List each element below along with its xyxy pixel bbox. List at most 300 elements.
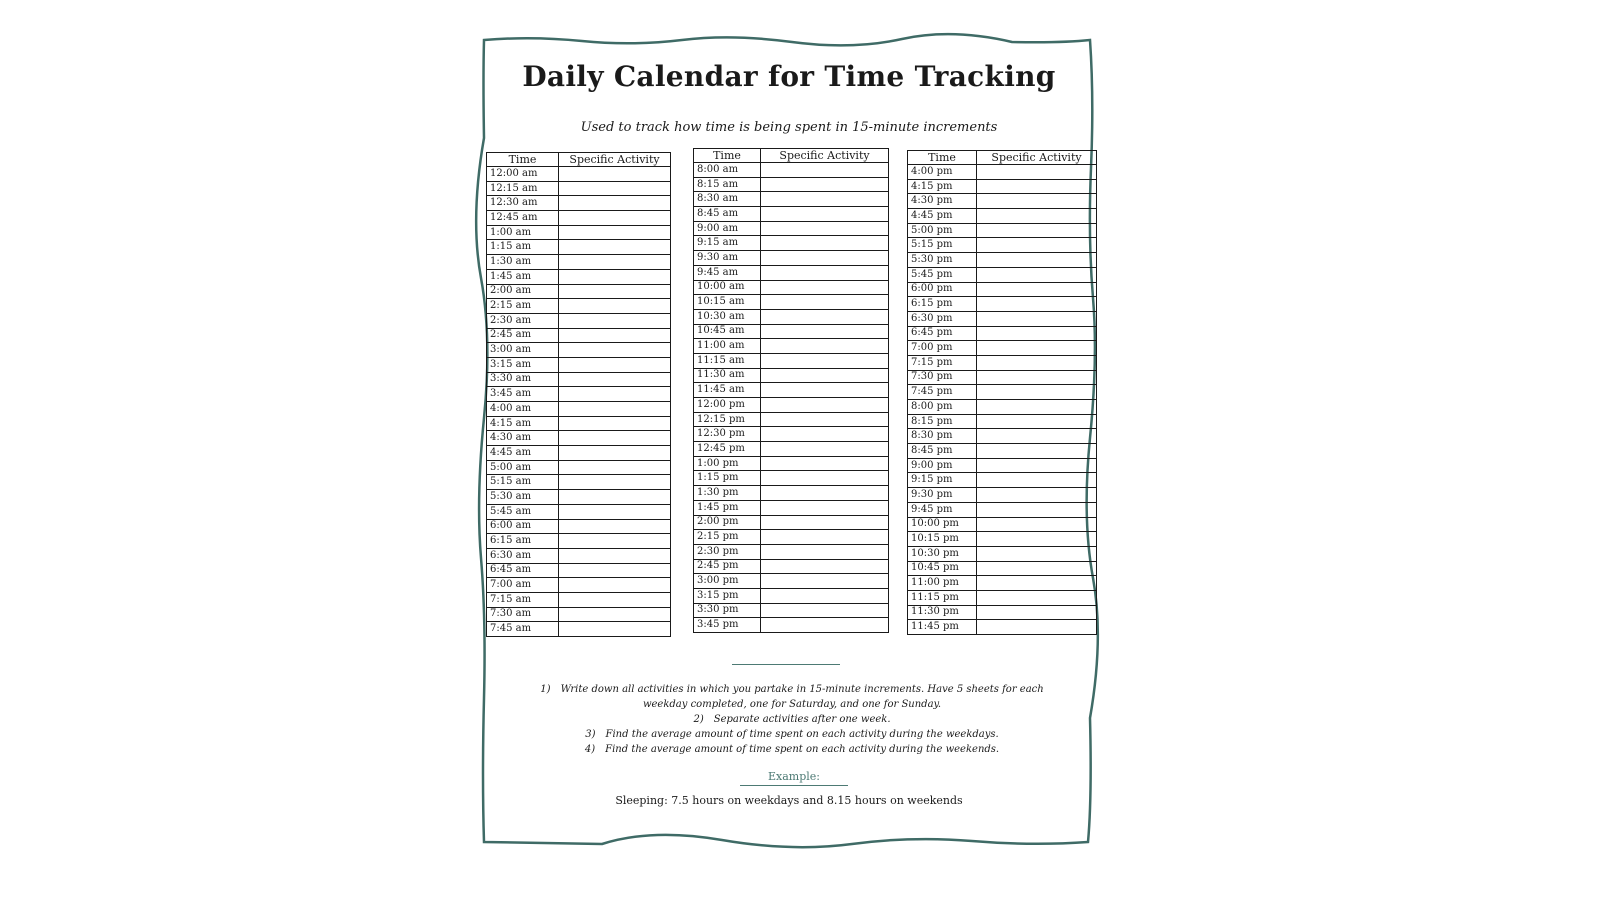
table-row bbox=[908, 620, 1097, 635]
time-cell: 6:00 pm bbox=[908, 282, 977, 297]
time-cell: 7:30 pm bbox=[908, 370, 977, 385]
time-cell: 11:45 am bbox=[694, 383, 761, 398]
activity-cell[interactable] bbox=[977, 165, 1097, 180]
table-row bbox=[487, 225, 671, 240]
instruction-item bbox=[532, 682, 1052, 712]
table-row bbox=[694, 398, 889, 413]
time-cell: 7:15 am bbox=[487, 592, 559, 607]
time-cell: 10:00 am bbox=[694, 280, 761, 295]
table-row bbox=[487, 622, 671, 637]
time-cell: 11:00 am bbox=[694, 339, 761, 354]
activity-cell[interactable] bbox=[559, 181, 671, 196]
table-row bbox=[487, 578, 671, 593]
activity-cell[interactable] bbox=[977, 355, 1097, 370]
activity-cell[interactable] bbox=[977, 238, 1097, 253]
table-row bbox=[694, 427, 889, 442]
time-cell: 3:15 am bbox=[487, 357, 559, 372]
activity-cell[interactable] bbox=[977, 473, 1097, 488]
table-row bbox=[908, 532, 1097, 547]
activity-cell[interactable] bbox=[559, 225, 671, 240]
table-row bbox=[487, 343, 671, 358]
table-row bbox=[487, 490, 671, 505]
table-row bbox=[487, 563, 671, 578]
table-row bbox=[908, 488, 1097, 503]
table-row bbox=[694, 515, 889, 530]
activity-cell[interactable] bbox=[559, 211, 671, 226]
table-row bbox=[908, 179, 1097, 194]
table-row bbox=[487, 504, 671, 519]
instruction-number: 1) bbox=[540, 684, 551, 695]
table-row bbox=[694, 339, 889, 354]
time-cell: 7:45 am bbox=[487, 622, 559, 637]
time-cell: 3:00 pm bbox=[694, 574, 761, 589]
activity-cell[interactable] bbox=[559, 416, 671, 431]
table-row bbox=[908, 385, 1097, 400]
table-row bbox=[908, 473, 1097, 488]
activity-cell[interactable] bbox=[977, 311, 1097, 326]
table-row bbox=[694, 588, 889, 603]
table-row bbox=[487, 607, 671, 622]
table-row bbox=[487, 240, 671, 255]
time-cell: 8:15 pm bbox=[908, 414, 977, 429]
activity-cell[interactable] bbox=[559, 284, 671, 299]
activity-cell[interactable] bbox=[761, 500, 889, 515]
activity-cell[interactable] bbox=[761, 163, 889, 178]
time-cell: 5:30 am bbox=[487, 490, 559, 505]
table-row bbox=[694, 383, 889, 398]
table-row bbox=[487, 284, 671, 299]
time-table-2 bbox=[693, 148, 889, 633]
time-cell: 12:15 pm bbox=[694, 412, 761, 427]
activity-cell[interactable] bbox=[761, 309, 889, 324]
table-row bbox=[908, 400, 1097, 415]
time-cell: 11:15 am bbox=[694, 353, 761, 368]
activity-cell[interactable] bbox=[559, 240, 671, 255]
time-cell: 8:30 am bbox=[694, 192, 761, 207]
time-cell: 9:45 pm bbox=[908, 502, 977, 517]
activity-cell[interactable] bbox=[977, 267, 1097, 282]
table-row bbox=[908, 341, 1097, 356]
time-cell: 1:45 am bbox=[487, 269, 559, 284]
table-row bbox=[487, 592, 671, 607]
time-cell: 8:45 am bbox=[694, 207, 761, 222]
table-row bbox=[487, 181, 671, 196]
table-row bbox=[694, 544, 889, 559]
table-row bbox=[694, 603, 889, 618]
page-subtitle: Used to track how time is being spent in 15-minute increments bbox=[580, 120, 998, 135]
time-cell: 5:45 am bbox=[487, 504, 559, 519]
activity-cell[interactable] bbox=[761, 324, 889, 339]
time-cell: 1:15 am bbox=[487, 240, 559, 255]
table-row bbox=[694, 500, 889, 515]
table-row bbox=[694, 207, 889, 222]
activity-cell[interactable] bbox=[559, 578, 671, 593]
table-row bbox=[694, 412, 889, 427]
time-cell: 8:15 am bbox=[694, 177, 761, 192]
activity-cell[interactable] bbox=[559, 490, 671, 505]
activity-cell[interactable] bbox=[977, 385, 1097, 400]
activity-cell[interactable] bbox=[761, 427, 889, 442]
time-cell: 1:30 pm bbox=[694, 486, 761, 501]
time-cell: 2:15 pm bbox=[694, 530, 761, 545]
instruction-item bbox=[532, 712, 1052, 727]
time-cell: 12:15 am bbox=[487, 181, 559, 196]
table-row bbox=[908, 444, 1097, 459]
table-row bbox=[694, 280, 889, 295]
activity-cell[interactable] bbox=[761, 280, 889, 295]
table-row bbox=[908, 458, 1097, 473]
activity-cell[interactable] bbox=[761, 265, 889, 280]
time-table-1 bbox=[486, 152, 671, 637]
activity-cell[interactable] bbox=[761, 574, 889, 589]
table-row bbox=[487, 269, 671, 284]
time-cell: 12:45 pm bbox=[694, 442, 761, 457]
table-row bbox=[694, 442, 889, 457]
activity-cell[interactable] bbox=[761, 207, 889, 222]
activity-cell[interactable] bbox=[761, 544, 889, 559]
activity-cell[interactable] bbox=[761, 177, 889, 192]
time-cell: 6:30 am bbox=[487, 548, 559, 563]
time-cell: 7:00 am bbox=[487, 578, 559, 593]
table-header-row bbox=[694, 149, 889, 163]
time-cell: 11:45 pm bbox=[908, 620, 977, 635]
activity-cell[interactable] bbox=[559, 196, 671, 211]
table-row bbox=[908, 414, 1097, 429]
table-row bbox=[908, 194, 1097, 209]
table-header-row bbox=[908, 151, 1097, 165]
activity-cell[interactable] bbox=[761, 486, 889, 501]
activity-cell[interactable] bbox=[761, 588, 889, 603]
table-row bbox=[694, 618, 889, 633]
time-cell: 2:00 pm bbox=[694, 515, 761, 530]
table-row bbox=[908, 370, 1097, 385]
table-row bbox=[487, 416, 671, 431]
time-cell: 5:00 pm bbox=[908, 223, 977, 238]
time-cell: 10:30 am bbox=[694, 309, 761, 324]
activity-cell[interactable] bbox=[977, 620, 1097, 635]
time-cell: 10:15 pm bbox=[908, 532, 977, 547]
time-cell: 6:15 am bbox=[487, 534, 559, 549]
table-row bbox=[908, 282, 1097, 297]
table-row bbox=[908, 605, 1097, 620]
activity-cell[interactable] bbox=[559, 460, 671, 475]
table-row bbox=[694, 353, 889, 368]
activity-cell[interactable] bbox=[559, 504, 671, 519]
activity-cell[interactable] bbox=[977, 532, 1097, 547]
time-cell: 11:00 pm bbox=[908, 576, 977, 591]
instruction-text: Find the average amount of time spent on each activity during the weekdays. bbox=[605, 729, 999, 740]
time-cell: 3:45 am bbox=[487, 387, 559, 402]
activity-cell[interactable] bbox=[761, 383, 889, 398]
activity-cell[interactable] bbox=[559, 563, 671, 578]
table-row bbox=[487, 167, 671, 182]
time-cell: 1:00 am bbox=[487, 225, 559, 240]
activity-cell[interactable] bbox=[761, 412, 889, 427]
activity-column-header: Specific Activity bbox=[977, 151, 1097, 165]
activity-cell[interactable] bbox=[761, 530, 889, 545]
activity-cell[interactable] bbox=[761, 192, 889, 207]
activity-cell[interactable] bbox=[559, 372, 671, 387]
activity-cell[interactable] bbox=[761, 398, 889, 413]
time-cell: 7:45 pm bbox=[908, 385, 977, 400]
table-row bbox=[908, 267, 1097, 282]
activity-cell[interactable] bbox=[559, 622, 671, 637]
table-row bbox=[487, 534, 671, 549]
activity-cell[interactable] bbox=[977, 414, 1097, 429]
table-row bbox=[487, 446, 671, 461]
table-row bbox=[694, 295, 889, 310]
table-row bbox=[487, 357, 671, 372]
time-cell: 2:15 am bbox=[487, 299, 559, 314]
time-cell: 9:30 am bbox=[694, 251, 761, 266]
activity-cell[interactable] bbox=[977, 576, 1097, 591]
time-cell: 11:15 pm bbox=[908, 590, 977, 605]
activity-cell[interactable] bbox=[559, 269, 671, 284]
activity-cell[interactable] bbox=[761, 339, 889, 354]
activity-cell[interactable] bbox=[977, 194, 1097, 209]
time-cell: 6:45 pm bbox=[908, 326, 977, 341]
time-cell: 5:15 am bbox=[487, 475, 559, 490]
table-row bbox=[694, 486, 889, 501]
table-row bbox=[487, 431, 671, 446]
activity-cell[interactable] bbox=[761, 221, 889, 236]
activity-cell[interactable] bbox=[559, 548, 671, 563]
table-row bbox=[694, 456, 889, 471]
table-row bbox=[487, 328, 671, 343]
table-row bbox=[694, 530, 889, 545]
activity-cell[interactable] bbox=[977, 179, 1097, 194]
activity-cell[interactable] bbox=[559, 313, 671, 328]
instruction-item bbox=[532, 727, 1052, 742]
time-cell: 4:30 am bbox=[487, 431, 559, 446]
activity-cell[interactable] bbox=[559, 167, 671, 182]
activity-cell[interactable] bbox=[977, 326, 1097, 341]
time-cell: 7:30 am bbox=[487, 607, 559, 622]
table-row bbox=[908, 429, 1097, 444]
time-cell: 3:45 pm bbox=[694, 618, 761, 633]
activity-cell[interactable] bbox=[977, 502, 1097, 517]
activity-cell[interactable] bbox=[761, 515, 889, 530]
time-cell: 1:15 pm bbox=[694, 471, 761, 486]
activity-cell[interactable] bbox=[977, 561, 1097, 576]
instruction-text: Find the average amount of time spent on each activity during the weekends. bbox=[605, 744, 1000, 755]
activity-cell[interactable] bbox=[761, 456, 889, 471]
activity-cell[interactable] bbox=[559, 519, 671, 534]
example-label: Example: bbox=[740, 770, 848, 786]
table-row bbox=[694, 471, 889, 486]
table-row bbox=[908, 209, 1097, 224]
activity-cell[interactable] bbox=[761, 559, 889, 574]
instruction-number: 2) bbox=[693, 714, 704, 725]
activity-cell[interactable] bbox=[761, 471, 889, 486]
instruction-number: 4) bbox=[584, 744, 596, 755]
time-cell: 7:00 pm bbox=[908, 341, 977, 356]
time-cell: 3:30 pm bbox=[694, 603, 761, 618]
time-cell: 4:00 am bbox=[487, 402, 559, 417]
time-cell: 6:30 pm bbox=[908, 311, 977, 326]
activity-cell[interactable] bbox=[761, 295, 889, 310]
activity-cell[interactable] bbox=[977, 341, 1097, 356]
activity-column-header: Specific Activity bbox=[559, 153, 671, 167]
activity-cell[interactable] bbox=[977, 223, 1097, 238]
activity-cell[interactable] bbox=[761, 353, 889, 368]
activity-cell[interactable] bbox=[977, 400, 1097, 415]
time-cell: 4:00 pm bbox=[908, 165, 977, 180]
activity-cell[interactable] bbox=[559, 343, 671, 358]
time-cell: 6:45 am bbox=[487, 563, 559, 578]
time-cell: 1:45 pm bbox=[694, 500, 761, 515]
table-row bbox=[908, 253, 1097, 268]
activity-cell[interactable] bbox=[559, 534, 671, 549]
time-cell: 4:30 pm bbox=[908, 194, 977, 209]
time-cell: 10:45 pm bbox=[908, 561, 977, 576]
activity-cell[interactable] bbox=[559, 299, 671, 314]
time-column-header: Time bbox=[908, 151, 977, 165]
table-row bbox=[908, 165, 1097, 180]
time-cell: 3:00 am bbox=[487, 343, 559, 358]
time-cell: 8:00 am bbox=[694, 163, 761, 178]
table-row bbox=[908, 517, 1097, 532]
activity-cell[interactable] bbox=[977, 209, 1097, 224]
activity-cell[interactable] bbox=[559, 387, 671, 402]
activity-cell[interactable] bbox=[977, 546, 1097, 561]
time-cell: 9:00 pm bbox=[908, 458, 977, 473]
time-cell: 11:30 pm bbox=[908, 605, 977, 620]
time-cell: 4:15 am bbox=[487, 416, 559, 431]
activity-cell[interactable] bbox=[559, 328, 671, 343]
activity-cell[interactable] bbox=[977, 429, 1097, 444]
instruction-number: 3) bbox=[585, 729, 596, 740]
time-column-header: Time bbox=[487, 153, 559, 167]
table-row bbox=[694, 368, 889, 383]
table-row bbox=[487, 460, 671, 475]
activity-cell[interactable] bbox=[977, 590, 1097, 605]
instructions-list bbox=[532, 682, 1052, 757]
time-cell: 5:45 pm bbox=[908, 267, 977, 282]
section-divider bbox=[732, 664, 840, 665]
activity-cell[interactable] bbox=[761, 603, 889, 618]
calendar-page bbox=[472, 38, 1106, 870]
table-row bbox=[487, 548, 671, 563]
time-cell: 2:45 am bbox=[487, 328, 559, 343]
table-row bbox=[908, 355, 1097, 370]
table-row bbox=[487, 475, 671, 490]
activity-cell[interactable] bbox=[761, 618, 889, 633]
time-cell: 5:00 am bbox=[487, 460, 559, 475]
activity-cell[interactable] bbox=[559, 446, 671, 461]
time-cell: 10:15 am bbox=[694, 295, 761, 310]
time-cell: 8:30 pm bbox=[908, 429, 977, 444]
activity-cell[interactable] bbox=[761, 236, 889, 251]
activity-column-header: Specific Activity bbox=[761, 149, 889, 163]
activity-cell[interactable] bbox=[977, 458, 1097, 473]
time-cell: 10:30 pm bbox=[908, 546, 977, 561]
table-row bbox=[487, 372, 671, 387]
time-cell: 2:30 am bbox=[487, 313, 559, 328]
time-cell: 10:45 am bbox=[694, 324, 761, 339]
time-cell: 2:00 am bbox=[487, 284, 559, 299]
time-cell: 1:00 pm bbox=[694, 456, 761, 471]
table-row bbox=[694, 192, 889, 207]
activity-cell[interactable] bbox=[977, 253, 1097, 268]
table-row bbox=[908, 590, 1097, 605]
activity-cell[interactable] bbox=[559, 607, 671, 622]
activity-cell[interactable] bbox=[977, 517, 1097, 532]
activity-cell[interactable] bbox=[761, 442, 889, 457]
activity-cell[interactable] bbox=[559, 402, 671, 417]
time-cell: 3:30 am bbox=[487, 372, 559, 387]
activity-cell[interactable] bbox=[559, 592, 671, 607]
time-cell: 10:00 pm bbox=[908, 517, 977, 532]
table-row bbox=[694, 559, 889, 574]
time-cell: 12:30 pm bbox=[694, 427, 761, 442]
time-cell: 9:15 pm bbox=[908, 473, 977, 488]
activity-cell[interactable] bbox=[559, 431, 671, 446]
activity-cell[interactable] bbox=[977, 297, 1097, 312]
instruction-text: Separate activities after one week. bbox=[713, 714, 891, 725]
time-cell: 9:15 am bbox=[694, 236, 761, 251]
activity-cell[interactable] bbox=[559, 255, 671, 270]
table-row bbox=[908, 297, 1097, 312]
time-cell: 12:30 am bbox=[487, 196, 559, 211]
instruction-text: Write down all activities in which you partake in 15-minute increments. Have 5 sheets for each weekday completed, one for Saturday, and one for Sunday. bbox=[560, 684, 1044, 710]
table-row bbox=[694, 163, 889, 178]
time-cell: 2:30 pm bbox=[694, 544, 761, 559]
activity-cell[interactable] bbox=[761, 251, 889, 266]
table-row bbox=[694, 177, 889, 192]
table-row bbox=[487, 299, 671, 314]
time-cell: 6:15 pm bbox=[908, 297, 977, 312]
time-cell: 5:30 pm bbox=[908, 253, 977, 268]
table-row bbox=[487, 402, 671, 417]
table-row bbox=[908, 502, 1097, 517]
table-row bbox=[908, 223, 1097, 238]
activity-cell[interactable] bbox=[559, 357, 671, 372]
table-row bbox=[694, 324, 889, 339]
time-cell: 8:00 pm bbox=[908, 400, 977, 415]
table-row bbox=[487, 519, 671, 534]
table-header-row bbox=[487, 153, 671, 167]
table-row bbox=[908, 238, 1097, 253]
table-row bbox=[487, 211, 671, 226]
time-cell: 11:30 am bbox=[694, 368, 761, 383]
time-cell: 7:15 pm bbox=[908, 355, 977, 370]
activity-cell[interactable] bbox=[761, 368, 889, 383]
time-cell: 6:00 am bbox=[487, 519, 559, 534]
table-row bbox=[908, 576, 1097, 591]
time-cell: 9:30 pm bbox=[908, 488, 977, 503]
time-cell: 2:45 pm bbox=[694, 559, 761, 574]
table-row bbox=[487, 196, 671, 211]
table-row bbox=[694, 251, 889, 266]
activity-cell[interactable] bbox=[977, 605, 1097, 620]
activity-cell[interactable] bbox=[977, 370, 1097, 385]
table-row bbox=[694, 236, 889, 251]
table-row bbox=[694, 221, 889, 236]
time-cell: 1:30 am bbox=[487, 255, 559, 270]
activity-cell[interactable] bbox=[977, 282, 1097, 297]
activity-cell[interactable] bbox=[559, 475, 671, 490]
table-row bbox=[487, 255, 671, 270]
time-table-3 bbox=[907, 150, 1097, 635]
table-row bbox=[908, 311, 1097, 326]
instruction-item bbox=[532, 742, 1052, 757]
activity-cell[interactable] bbox=[977, 488, 1097, 503]
time-cell: 12:45 am bbox=[487, 211, 559, 226]
time-column-header: Time bbox=[694, 149, 761, 163]
table-row bbox=[487, 313, 671, 328]
activity-cell[interactable] bbox=[977, 444, 1097, 459]
